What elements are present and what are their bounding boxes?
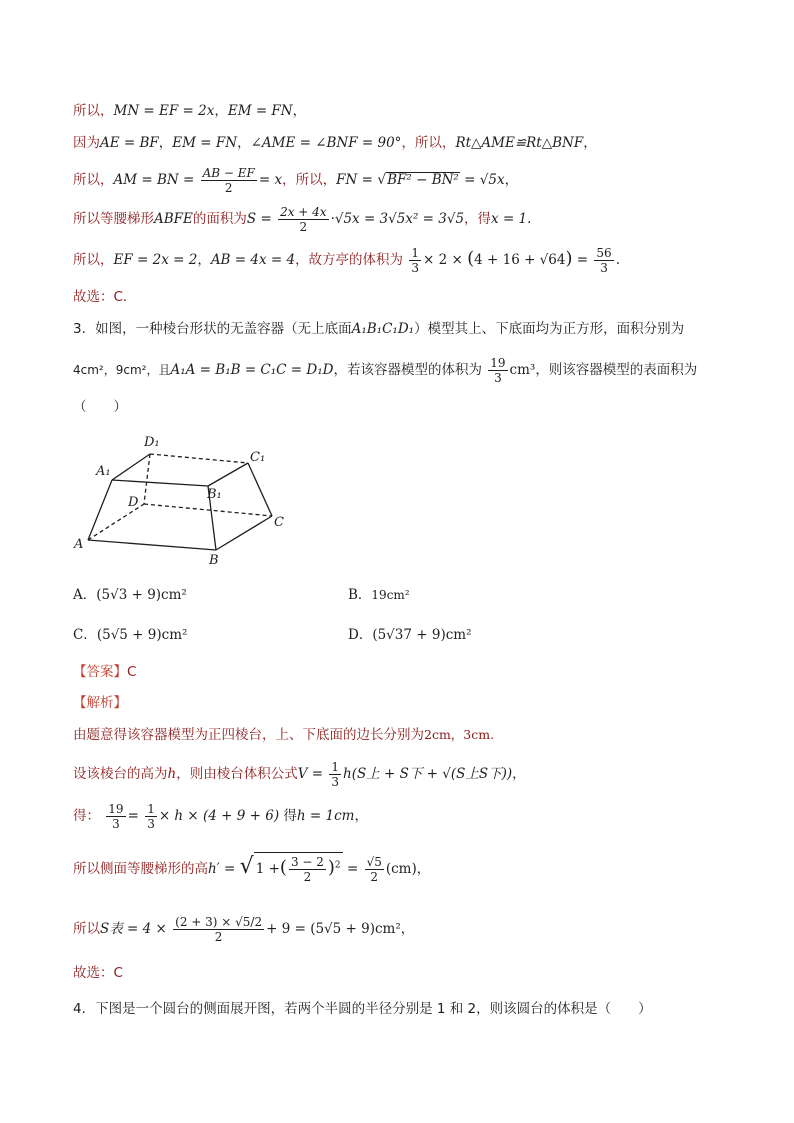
label-c: C: [274, 515, 284, 530]
label-b1: B₁: [207, 487, 222, 502]
answer-choice-line: 故选：C.: [73, 289, 128, 305]
edge-a1-b1: [112, 480, 208, 486]
fraction: $\frac{19}{3}$: [108, 802, 124, 831]
explanation-line-1: 由题意得该容器模型为正四棱台，上、下底面的边长分别为2cm，3cm.: [73, 727, 495, 743]
edge-c1-c: [248, 463, 272, 516]
label-d1: D₁: [144, 435, 160, 450]
solution-line-5: 所以，EF = 2x = 2，AB = 4x = 4，故方亭的体积为 $\frac{1}{3}$ × 2 × (4 + 16 + √64) = $\frac{56}{3}$ .: [73, 246, 620, 275]
explanation-line-2: 设该棱台的高为h，则由棱台体积公式V = $\frac{1}{3}$ h(S上 + S下 + √(S上S下))，: [73, 760, 526, 789]
label-a1: A₁: [96, 464, 111, 479]
radical-sign: √: [239, 854, 254, 879]
edge-b1-c1: [208, 463, 248, 486]
solution-line-1: 所以，MN = EF = 2x，EM = FN，: [73, 103, 307, 119]
explanation-line-4: 所以侧面等腰梯形的高h′ = √ 1 +( $\frac{3 - 2}{2}$ )$^2$ = $\frac{√5}{2}$ (cm)，: [73, 854, 431, 884]
answer-tag: 【答案】: [73, 664, 127, 680]
edge-d-c: [144, 504, 272, 516]
solution-line-3: 所以，AM = BN = $\frac{AB - EF}{2}$ = x，所以，FN = √BF² − BN² = √5x，: [73, 166, 519, 195]
explanation-line-5: 所以S表 = 4 × $\frac{(2 + 3) \times √5/2}{2}$ + 9 = (5√5 + 9)cm²，: [73, 915, 415, 944]
label-a: A: [74, 537, 84, 552]
option-d[interactable]: D．(5√37 + 9)cm²: [348, 627, 472, 643]
fraction: $\frac{1}{3}$: [411, 246, 419, 275]
answer-line: 【答案】C: [73, 664, 137, 680]
question-3-bracket: （ ）: [73, 399, 127, 415]
option-c[interactable]: C．(5√5 + 9)cm²: [73, 627, 188, 643]
fraction: $\frac{3 - 2}{2}$: [290, 855, 324, 884]
fraction: $\frac{1}{3}$: [147, 802, 155, 831]
edge-d1-d: [144, 454, 150, 504]
fraction: $\frac{2x + 4x}{2}$: [280, 205, 327, 234]
radical-sign: √: [377, 172, 387, 188]
option-a[interactable]: A．(5√3 + 9)cm²: [73, 587, 187, 603]
label-b: B: [209, 553, 219, 568]
fraction: $\frac{19}{3}$: [490, 356, 506, 385]
edge-a-b: [88, 540, 216, 550]
fraction: $\frac{AB - EF}{2}$: [202, 166, 255, 195]
option-b[interactable]: B．19cm²: [348, 587, 410, 603]
edge-b-c: [216, 516, 272, 550]
frustum-figure: [70, 430, 290, 570]
edge-d1-c1: [150, 454, 248, 463]
fraction: $\frac{(2 + 3) \times √5/2}{2}$: [175, 915, 263, 944]
explanation-header: [73, 693, 127, 713]
solution-line-4: 所以等腰梯形ABFE的面积为S = $\frac{2x + 4x}{2}$ ·√5x = 3√5x² = 3√5，得x = 1.: [73, 205, 532, 234]
fraction: $\frac{1}{3}$: [331, 760, 339, 789]
question-3-line-2: 4cm²，9cm²，且A₁A = B₁B = C₁C = D₁D，若该容器模型的体积为 $\frac{19}{3}$ cm³，则该容器模型的表面积为: [73, 356, 698, 385]
explanation-line-3: 得： $\frac{19}{3}$ = $\frac{1}{3}$ × h × (4 + 9 + 6) 得h = 1cm，: [73, 802, 368, 831]
label-c1: C₁: [250, 450, 266, 465]
answer-choice-line-2: 故选：C: [73, 965, 123, 981]
fraction: $\frac{√5}{2}$: [366, 855, 382, 884]
explanation-tag: 【解析】: [73, 695, 127, 711]
solution-line-2: 因为AE = BF，EM = FN，∠AME = ∠BNF = 90°，所以，Rt△AME≌Rt△BNF，: [73, 135, 597, 151]
fraction: $\frac{56}{3}$: [596, 246, 612, 275]
question-3-line-1: 3．如图，一种棱台形状的无盖容器（无上底面A₁B₁C₁D₁）模型其上、下底面均为正方形，面积分别为: [73, 321, 685, 337]
edge-a1-a: [88, 480, 112, 540]
question-4-line: 4．下图是一个圆台的侧面展开图，若两个半圆的半径分别是 1 和 2，则该圆台的体积是（ ）: [73, 1001, 652, 1017]
label-d: D: [128, 495, 139, 510]
edge-a1-d1: [112, 454, 150, 480]
